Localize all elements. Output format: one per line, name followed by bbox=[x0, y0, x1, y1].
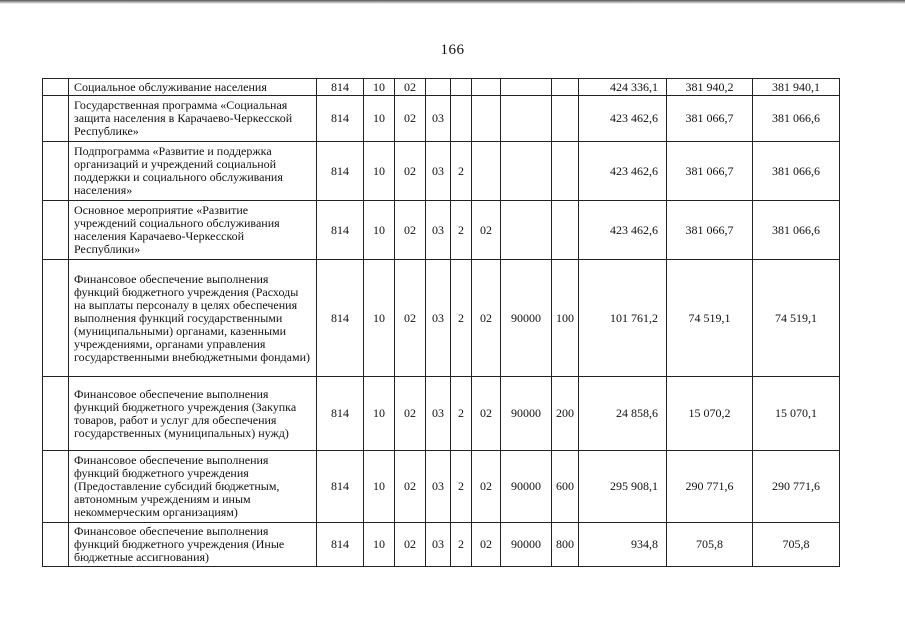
sum-year-1: 423 462,6 bbox=[579, 142, 667, 201]
ministry-code: 814 bbox=[317, 377, 364, 451]
sum-year-3: 381 066,6 bbox=[753, 142, 840, 201]
table-row bbox=[43, 142, 840, 201]
row-name: Подпрограмма «Развитие и поддержка организаций и учреждений социальной поддержки и социального обслуживания населения» bbox=[69, 142, 317, 201]
budget-table bbox=[42, 78, 840, 567]
subprogram-code: 2 bbox=[451, 523, 472, 567]
sum-year-1: 934,8 bbox=[579, 523, 667, 567]
event-code: 02 bbox=[472, 201, 501, 260]
subprogram-code: 2 bbox=[451, 142, 472, 201]
sum-year-3: 381 066,6 bbox=[753, 201, 840, 260]
direction-code: 90000 bbox=[501, 451, 552, 523]
sum-year-3: 705,8 bbox=[753, 523, 840, 567]
ministry-code: 814 bbox=[317, 451, 364, 523]
direction-code bbox=[501, 201, 552, 260]
sum-year-1: 424 336,1 bbox=[579, 79, 667, 96]
table-row bbox=[43, 96, 840, 142]
row-marker-cell bbox=[43, 96, 69, 142]
table-row bbox=[43, 260, 840, 377]
subprogram-code: 2 bbox=[451, 377, 472, 451]
ministry-code: 814 bbox=[317, 79, 364, 96]
subsection-code: 02 bbox=[395, 201, 426, 260]
sum-year-1: 101 761,2 bbox=[579, 260, 667, 377]
direction-code: 90000 bbox=[501, 260, 552, 377]
event-code bbox=[472, 96, 501, 142]
event-code: 02 bbox=[472, 451, 501, 523]
expense-type-code: 200 bbox=[552, 377, 579, 451]
row-marker-cell bbox=[43, 523, 69, 567]
expense-type-code: 800 bbox=[552, 523, 579, 567]
table-row bbox=[43, 201, 840, 260]
row-name: Финансовое обеспечение выполнения функций бюджетного учреждения (Расходы на выплаты персоналу в целях обеспечения выполнения функций государственными (муниципальными) органами, казенными учреждениями, органами управления государственными внебюджетными фондами) bbox=[69, 260, 317, 377]
subsection-code: 02 bbox=[395, 523, 426, 567]
table-row bbox=[43, 377, 840, 451]
program-code: 03 bbox=[426, 142, 451, 201]
sum-year-1: 24 858,6 bbox=[579, 377, 667, 451]
section-code: 10 bbox=[364, 260, 395, 377]
scan-edge bbox=[0, 0, 905, 4]
expense-type-code bbox=[552, 142, 579, 201]
row-name: Финансовое обеспечение выполнения функций бюджетного учреждения (Закупка товаров, работ и услуг для обеспечения государственных (муниципальных) нужд) bbox=[69, 377, 317, 451]
sum-year-3: 15 070,1 bbox=[753, 377, 840, 451]
direction-code: 90000 bbox=[501, 523, 552, 567]
section-code: 10 bbox=[364, 79, 395, 96]
direction-code bbox=[501, 142, 552, 201]
expense-type-code bbox=[552, 201, 579, 260]
ministry-code: 814 bbox=[317, 201, 364, 260]
row-marker-cell bbox=[43, 260, 69, 377]
subprogram-code: 2 bbox=[451, 260, 472, 377]
row-name: Социальное обслуживание населения bbox=[69, 79, 317, 96]
sum-year-3: 290 771,6 bbox=[753, 451, 840, 523]
sum-year-1: 295 908,1 bbox=[579, 451, 667, 523]
section-code: 10 bbox=[364, 96, 395, 142]
event-code: 02 bbox=[472, 377, 501, 451]
subsection-code: 02 bbox=[395, 260, 426, 377]
page-number: 166 bbox=[440, 42, 465, 58]
program-code: 03 bbox=[426, 377, 451, 451]
subsection-code: 02 bbox=[395, 96, 426, 142]
sum-year-2: 705,8 bbox=[667, 523, 753, 567]
subprogram-code bbox=[451, 96, 472, 142]
row-marker-cell bbox=[43, 201, 69, 260]
expense-type-code: 100 bbox=[552, 260, 579, 377]
row-marker-cell bbox=[43, 142, 69, 201]
sum-year-2: 74 519,1 bbox=[667, 260, 753, 377]
event-code: 02 bbox=[472, 523, 501, 567]
sum-year-2: 290 771,6 bbox=[667, 451, 753, 523]
sum-year-3: 74 519,1 bbox=[753, 260, 840, 377]
sum-year-1: 423 462,6 bbox=[579, 201, 667, 260]
direction-code bbox=[501, 79, 552, 96]
sum-year-3: 381 066,6 bbox=[753, 96, 840, 142]
subprogram-code: 2 bbox=[451, 201, 472, 260]
program-code: 03 bbox=[426, 523, 451, 567]
table-row bbox=[43, 79, 840, 96]
sum-year-2: 381 066,7 bbox=[667, 201, 753, 260]
section-code: 10 bbox=[364, 451, 395, 523]
sum-year-2: 15 070,2 bbox=[667, 377, 753, 451]
ministry-code: 814 bbox=[317, 523, 364, 567]
ministry-code: 814 bbox=[317, 142, 364, 201]
subsection-code: 02 bbox=[395, 142, 426, 201]
row-marker-cell bbox=[43, 79, 69, 96]
event-code: 02 bbox=[472, 260, 501, 377]
sum-year-2: 381 066,7 bbox=[667, 96, 753, 142]
row-name: Финансовое обеспечение выполнения функций бюджетного учреждения (Иные бюджетные ассигнования) bbox=[69, 523, 317, 567]
row-marker-cell bbox=[43, 377, 69, 451]
event-code bbox=[472, 142, 501, 201]
expense-type-code bbox=[552, 96, 579, 142]
subsection-code: 02 bbox=[395, 451, 426, 523]
row-name: Основное мероприятие «Развитие учреждений социального обслуживания населения Карачаево-Черкесской Республики» bbox=[69, 201, 317, 260]
sum-year-3: 381 940,1 bbox=[753, 79, 840, 96]
row-name: Государственная программа «Социальная защита населения в Карачаево-Черкесской Республике» bbox=[69, 96, 317, 142]
subprogram-code bbox=[451, 79, 472, 96]
program-code: 03 bbox=[426, 201, 451, 260]
table-row bbox=[43, 523, 840, 567]
ministry-code: 814 bbox=[317, 260, 364, 377]
section-code: 10 bbox=[364, 377, 395, 451]
program-code: 03 bbox=[426, 96, 451, 142]
table-row bbox=[43, 451, 840, 523]
expense-type-code bbox=[552, 79, 579, 96]
program-code bbox=[426, 79, 451, 96]
row-marker-cell bbox=[43, 451, 69, 523]
subsection-code: 02 bbox=[395, 377, 426, 451]
section-code: 10 bbox=[364, 201, 395, 260]
subsection-code: 02 bbox=[395, 79, 426, 96]
sum-year-2: 381 940,2 bbox=[667, 79, 753, 96]
direction-code bbox=[501, 96, 552, 142]
ministry-code: 814 bbox=[317, 96, 364, 142]
sum-year-2: 381 066,7 bbox=[667, 142, 753, 201]
program-code: 03 bbox=[426, 260, 451, 377]
event-code bbox=[472, 79, 501, 96]
row-name: Финансовое обеспечение выполнения функций бюджетного учреждения (Предоставление субсидий бюджетным, автономным учреждениям и иным некоммерческим организациям) bbox=[69, 451, 317, 523]
subprogram-code: 2 bbox=[451, 451, 472, 523]
expense-type-code: 600 bbox=[552, 451, 579, 523]
direction-code: 90000 bbox=[501, 377, 552, 451]
section-code: 10 bbox=[364, 523, 395, 567]
sum-year-1: 423 462,6 bbox=[579, 96, 667, 142]
section-code: 10 bbox=[364, 142, 395, 201]
program-code: 03 bbox=[426, 451, 451, 523]
